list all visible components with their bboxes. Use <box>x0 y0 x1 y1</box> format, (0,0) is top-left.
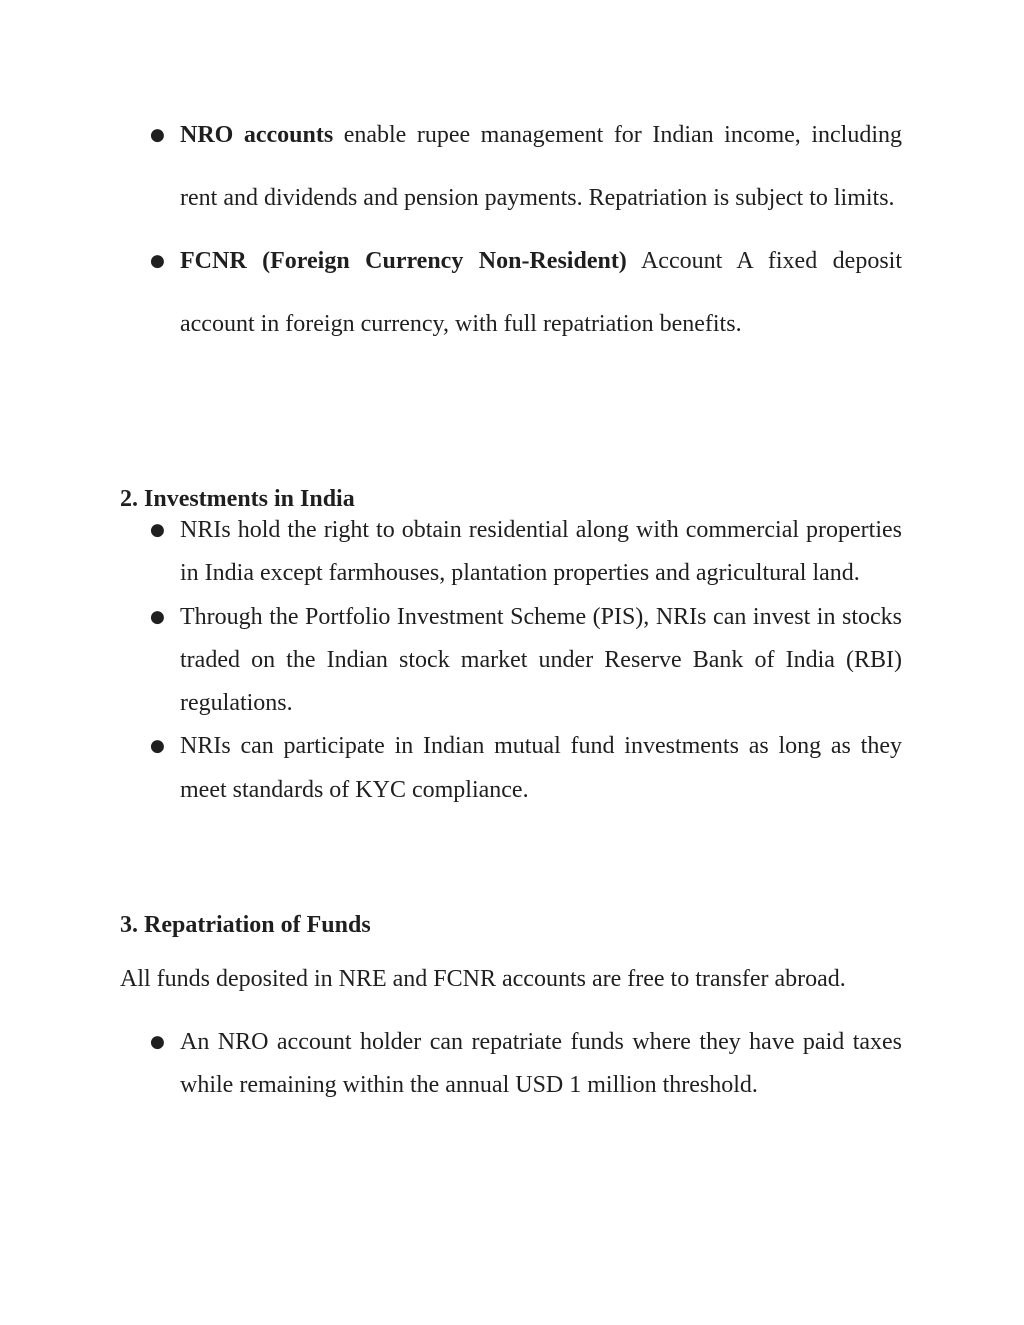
bullet-icon: ● <box>150 1032 165 1052</box>
list-item-text <box>180 230 902 356</box>
term-description: enable rupee management for Indian income, including rent and dividends and pension payments. Repatriation is subject to limits. <box>180 122 902 211</box>
list-item-text: NRIs hold the right to obtain residential along with commercial properties in India except farmhouses, plantation properties and agricultural land. <box>180 517 902 587</box>
list-item-text: Through the Portfolio Investment Scheme (PIS), NRIs can invest in stocks traded on the Indian stock market under Reserve Bank of India (RBI) regulations. <box>180 603 902 717</box>
bullet-icon: ● <box>150 606 165 627</box>
section-heading-repatriation: 3. Repatriation of Funds <box>120 912 371 938</box>
bullet-icon: ● <box>150 736 165 757</box>
repatriation-paragraph: All funds deposited in NRE and FCNR accounts are free to transfer abroad. <box>120 966 846 992</box>
list-item <box>150 509 902 596</box>
term-description: Account A fixed deposit account in foreign currency, with full repatriation benefits. <box>180 248 902 337</box>
account-types-list <box>150 104 902 356</box>
list-item-text: NRIs can participate in Indian mutual fund investments as long as they meet standards of KYC compliance. <box>180 733 902 803</box>
list-item <box>150 1021 902 1108</box>
bullet-icon: ● <box>150 520 165 540</box>
repatriation-list <box>150 1021 902 1108</box>
list-item-text: An NRO account holder can repatriate funds where they have paid taxes while remaining within the annual USD 1 million threshold. <box>180 1029 902 1099</box>
investments-list <box>150 509 902 812</box>
list-item <box>150 596 902 726</box>
list-item <box>150 725 902 812</box>
list-item-nro <box>150 104 902 230</box>
bullet-icon: ● <box>150 125 165 145</box>
bullet-icon: ● <box>150 251 165 271</box>
term-label: NRO accounts <box>180 122 334 148</box>
list-item-fcnr <box>150 230 902 356</box>
term-label: FCNR (Foreign Currency Non-Resident) <box>180 248 627 274</box>
list-item-text <box>180 104 902 230</box>
section-heading-investments: 2. Investments in India <box>120 486 355 512</box>
